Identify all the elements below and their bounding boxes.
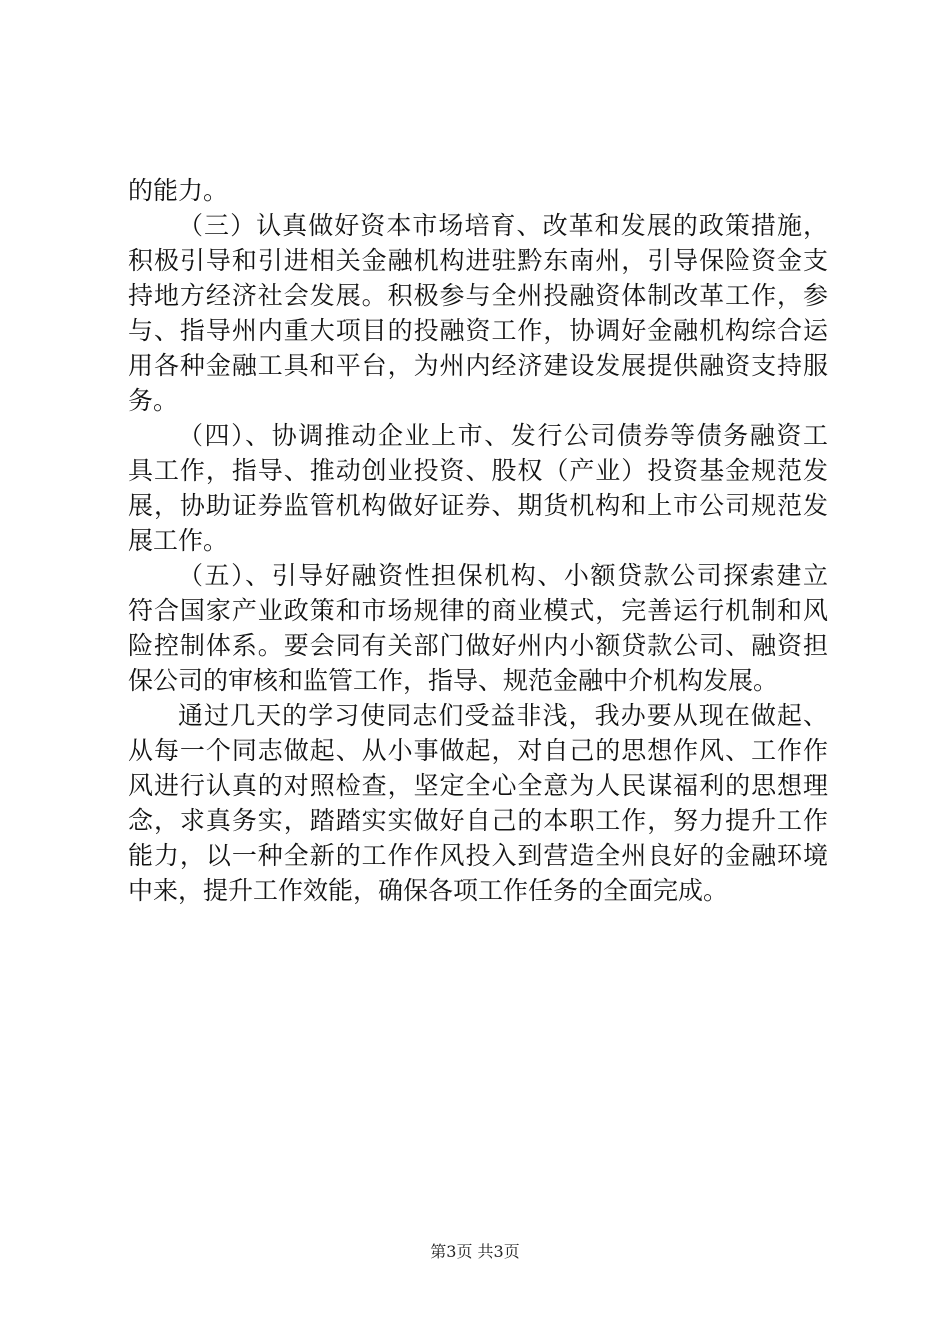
text-line: （三）认真做好资本市场培育、改革和发展的政策措施， xyxy=(178,211,828,240)
text-line: 用各种金融工具和平台，为州内经济建设发展提供融资支持服 xyxy=(128,351,828,380)
page-footer: 第3页 共3页 xyxy=(430,1242,520,1261)
text-line: 具工作，指导、推动创业投资、股权（产业）投资基金规范发 xyxy=(128,456,828,485)
text-line: 符合国家产业政策和市场规律的商业模式，完善运行机制和风 xyxy=(128,596,828,625)
text-line: 能力，以一种全新的工作作风投入到营造全州良好的金融环境 xyxy=(128,841,828,870)
text-line: 从每一个同志做起、从小事做起，对自己的思想作风、工作作 xyxy=(128,736,828,765)
text-line: （四）、协调推动企业上市、发行公司债券等债务融资工 xyxy=(178,421,828,450)
text-line: 展工作。 xyxy=(128,526,229,555)
text-line: 与、指导州内重大项目的投融资工作，协调好金融机构综合运 xyxy=(128,316,828,345)
text-line: 展，协助证券监管机构做好证券、期货机构和上市公司规范发 xyxy=(128,491,828,520)
text-line: 通过几天的学习使同志们受益非浅，我办要从现在做起、 xyxy=(178,701,828,730)
text-line: 保公司的审核和监管工作，指导、规范金融中介机构发展。 xyxy=(128,666,779,695)
text-line: 务。 xyxy=(128,386,179,415)
text-line: 的能力。 xyxy=(128,176,229,205)
text-line: 持地方经济社会发展。积极参与全州投融资体制改革工作，参 xyxy=(128,281,828,310)
text-line: （五）、引导好融资性担保机构、小额贷款公司探索建立 xyxy=(178,561,828,590)
text-line: 险控制体系。要会同有关部门做好州内小额贷款公司、融资担 xyxy=(128,631,828,660)
text-line: 积极引导和引进相关金融机构进驻黔东南州，引导保险资金支 xyxy=(128,246,828,275)
text-line: 中来，提升工作效能，确保各项工作任务的全面完成。 xyxy=(128,876,729,905)
text-line: 念，求真务实，踏踏实实做好自己的本职工作，努力提升工作 xyxy=(128,806,828,835)
document-body xyxy=(128,173,828,908)
text-line: 风进行认真的对照检查，坚定全心全意为人民谋福利的思想理 xyxy=(128,771,828,800)
